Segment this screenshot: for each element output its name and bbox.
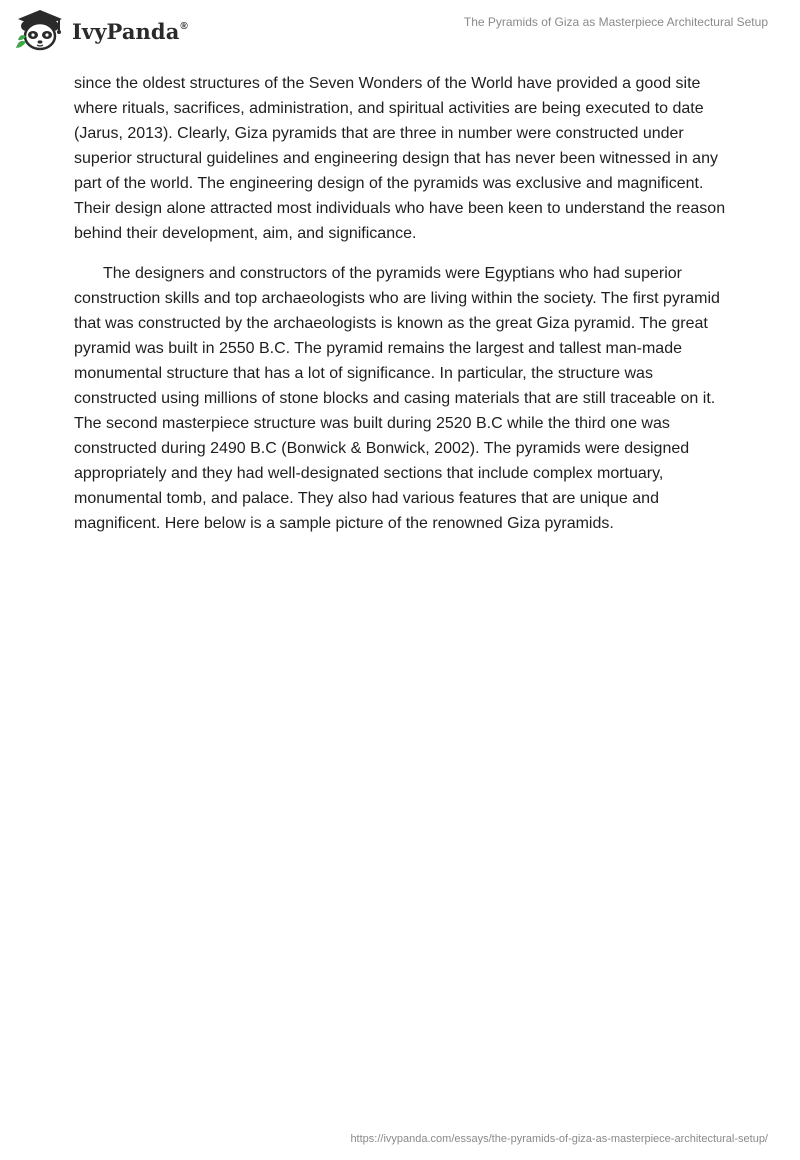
source-url[interactable]: https://ivypanda.com/essays/the-pyramids-of-giza-as-masterpiece-architectural-setup/ <box>350 1133 768 1145</box>
panda-graduation-cap-icon <box>14 8 66 52</box>
page-header <box>0 0 800 60</box>
paragraph-2: The designers and constructors of the pyramids were Egyptians who had superior construction skills and top archaeologists who are living within the society. The first pyramid that was constructed by the archaeologists is known as the great Giza pyramid. The great pyramid was built in 2550 B.C. The pyramid remains the largest and tallest man-made monumental structure that has a lot of significance. In particular, the structure was constructed using millions of stone blocks and casing materials that are still traceable on it. The second masterpiece structure was built during 2520 B.C while the third one was constructed during 2490 B.C (Bonwick & Bonwick, 2002). The pyramids were designed appropriately and they had well-designated sections that include complex mortuary, monumental tomb, and palace. They also had various features that are unique and magnificent. Here below is a sample picture of the renowned Giza pyramids. <box>74 265 720 532</box>
brand-logo[interactable] <box>14 8 188 52</box>
brand-name: IvyPanda® <box>72 18 188 44</box>
paragraph-1: since the oldest structures of the Seven Wonders of the World have provided a good site where rituals, sacrifices, administration, and spiritual activities are being executed to date (Jarus, 2013). Clearly, Giza pyramids that are three in number were constructed under superior structural guidelines and engineering design that has never been witnessed in any part of the world. The engineering design of the pyramids was exclusive and magnificent. Their design alone attracted most individuals who have been keen to understand the reason behind their development, aim, and significance. <box>74 75 726 242</box>
document-title: The Pyramids of Giza as Masterpiece Architectural Setup <box>463 15 768 29</box>
registered-mark: ® <box>180 20 188 32</box>
essay-body <box>74 71 734 551</box>
